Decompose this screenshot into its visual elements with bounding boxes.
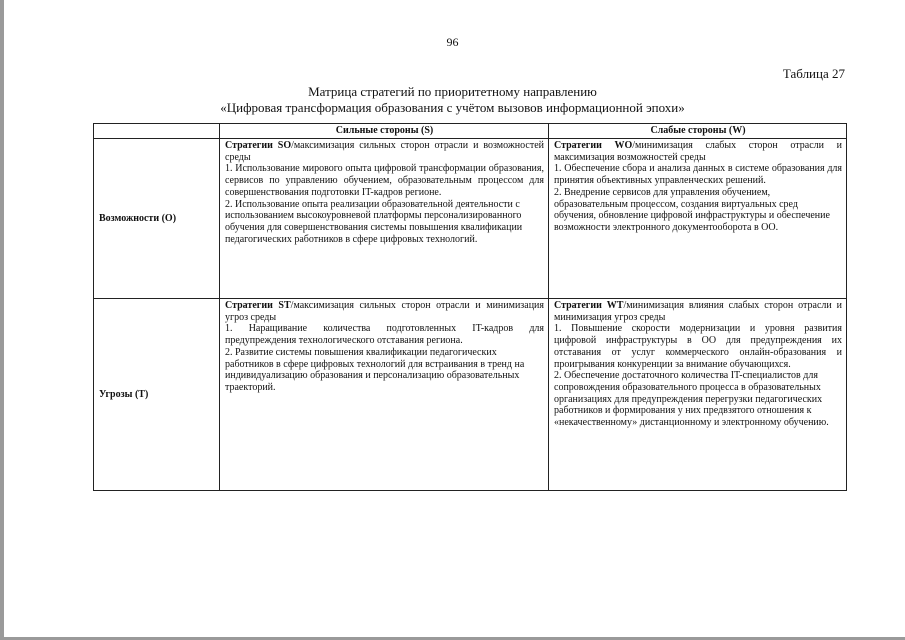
so-strategy-title: Стратегии SO (225, 140, 292, 151)
strategy-matrix-table (93, 123, 847, 491)
wo-strategy-title: Стратегии WO (554, 140, 633, 151)
threats-row-header: Угрозы (T) (94, 299, 220, 491)
st-strategy-title: Стратегии ST (225, 300, 291, 311)
so-strategy-cell (220, 139, 549, 299)
table-title-line-2: «Цифровая трансформация образования с учётом вызовов информационной эпохи» (220, 100, 685, 115)
wo-item-1: 1. Обеспечение сбора и анализа данных в системе образования для принятия объективных управленческих решений. (554, 163, 842, 187)
strengths-header: Сильные стороны (S) (220, 124, 549, 139)
wt-strategy-title: Стратегии WT (554, 300, 624, 311)
so-item-2: 2. Использование опыта реализации образовательной деятельности с использованием высокоуровневой платформы персонализированного обучения для совершенствования системы повышения квалификации педагогических работников в сфере цифровых технологий. (225, 198, 523, 245)
so-item-1: 1. Использование мирового опыта цифровой трансформации образования, сервисов по управлению обучением, образовательным процессом для совершенствования подготовки IT-кадров регионе. (225, 163, 544, 198)
wt-strategy-cell (549, 299, 847, 491)
page-number: 96 (446, 35, 459, 49)
weaknesses-header: Слабые стороны (W) (549, 124, 847, 139)
opportunities-row-header: Возможности (O) (94, 139, 220, 299)
header-row (94, 124, 847, 139)
st-strategy-subtitle: /максимизация сильных сторон отрасли и минимизация угроз среды (225, 300, 544, 323)
table-title-line-1: Матрица стратегий по приоритетному направлению (308, 84, 597, 99)
wt-item-1: 1. Повышение скорости модернизации и уровня развития цифровой инфраструктуры в ОО для предупреждения их отставания от услуг коммерческого онлайн-образования и проигрывания конкуренции за внимание обучающихся. (554, 323, 842, 370)
corner-cell (94, 124, 220, 139)
wo-item-2: 2. Внедрение сервисов для управления обучением, образовательным процессом, создания виртуальных сред обучения, обновление цифровой инфраструктуры и обеспечение возможности электронного документооборота в ОО. (554, 186, 830, 233)
st-strategy-cell (220, 299, 549, 491)
st-item-2: 2. Развитие системы повышения квалификации педагогических работников в сфере цифровых технологий для встраивания в тренд на индивидуализацию образования и персонализацию образовательных траекторий. (225, 346, 525, 393)
wt-strategy-subtitle: /минимизация влияния слабых сторон отрасли и минимизация угроз среды (554, 300, 843, 323)
so-strategy-subtitle: /максимизация сильных сторон отрасли и возможностей среды (225, 140, 544, 163)
opportunities-row (94, 139, 847, 299)
table-label: Таблица 27 (782, 66, 845, 81)
wo-strategy-subtitle: /минимизация слабых сторон отрасли и максимизация возможностей среды (554, 140, 842, 163)
threats-row (94, 299, 847, 491)
st-item-1: 1. Наращивание количества подготовленных IT-кадров для предупреждения технологического отставания региона. (225, 323, 544, 347)
wo-strategy-cell (549, 139, 847, 299)
table-title (0, 84, 905, 116)
wt-item-2: 2. Обеспечение достаточного количества IT-специалистов для сопровождения образовательного процесса в образовательных организациях для предупреждения перегрузки педагогических работников и формирования у них предвзятого отношения к «некачественному» дистанционному и электронному обучению. (554, 370, 829, 429)
